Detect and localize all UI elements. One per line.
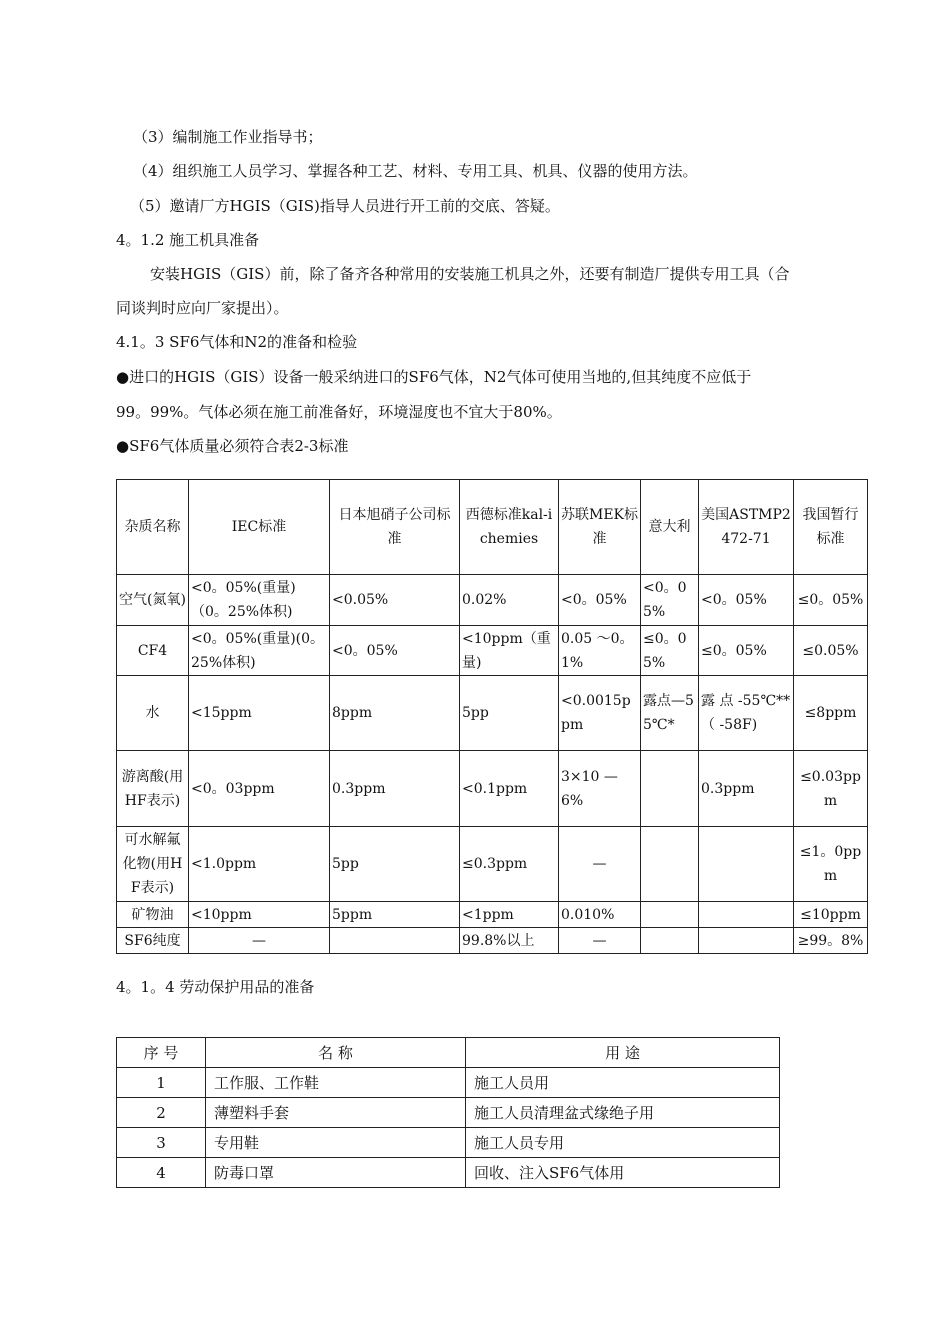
table-row xyxy=(117,1158,780,1188)
header-name: 名 称 xyxy=(206,1038,466,1068)
table-cell xyxy=(641,902,699,928)
table-cell: 8ppm xyxy=(330,676,460,751)
table-cell: 薄塑料手套 xyxy=(206,1098,466,1128)
table-cell: 0.05 ～0。1% xyxy=(559,626,641,676)
section-heading-4-1-2: 4。1.2 施工机具准备 xyxy=(116,231,260,249)
header-japan: 日本旭硝子公司标准 xyxy=(330,480,460,575)
table-row xyxy=(117,751,868,827)
header-purpose: 用 途 xyxy=(466,1038,780,1068)
table-cell: 0.010% xyxy=(559,902,641,928)
header-iec: IEC标准 xyxy=(189,480,330,575)
table-cell: <0。05%(重量)(0。25%体积) xyxy=(189,626,330,676)
table-cell: 0.3ppm xyxy=(330,751,460,827)
table-cell: 游离酸(用HF表示) xyxy=(117,751,189,827)
table-cell: 4 xyxy=(117,1158,206,1188)
header-west-germany: 西德标准kal-ichemies xyxy=(460,480,559,575)
table-cell: 5ppm xyxy=(330,902,460,928)
table-cell: <0。05%(重量)（0。25%体积) xyxy=(189,575,330,626)
table-cell: 0.02% xyxy=(460,575,559,626)
gas-paragraph-line1: ●进口的HGIS（GIS）设备一般采纳进口的SF6气体，N2气体可使用当地的,但其纯度不应低于 xyxy=(116,368,752,386)
table-cell: ≤0。05% xyxy=(641,626,699,676)
table-row xyxy=(117,1068,780,1098)
table-cell: 5pp xyxy=(460,676,559,751)
table-cell: ≥99。8% xyxy=(794,928,868,954)
table-cell: <0.05% xyxy=(330,575,460,626)
table-cell: — xyxy=(559,827,641,902)
table-cell xyxy=(330,928,460,954)
sf6-quality-table xyxy=(116,479,868,954)
table-cell: <0。05% xyxy=(699,575,794,626)
table-cell: <0。05% xyxy=(330,626,460,676)
header-ussr: 苏联MEK标准 xyxy=(559,480,641,575)
table-cell: 回收、注入SF6气体用 xyxy=(466,1158,780,1188)
table-cell: 施工人员专用 xyxy=(466,1128,780,1158)
table-cell: <10ppm xyxy=(189,902,330,928)
table-cell: 施工人员用 xyxy=(466,1068,780,1098)
table-cell: ≤0.05% xyxy=(794,626,868,676)
table-cell: — xyxy=(189,928,330,954)
table-cell xyxy=(699,928,794,954)
table-cell: <0.0015ppm xyxy=(559,676,641,751)
table-cell: <10ppm（重量) xyxy=(460,626,559,676)
table-cell: 3 xyxy=(117,1128,206,1158)
para-4: （4）组织施工人员学习、掌握各种工艺、材料、专用工具、机具、仪器的使用方法。 xyxy=(133,162,698,180)
table-cell: ≤10ppm xyxy=(794,902,868,928)
table-cell xyxy=(699,827,794,902)
table-cell: <0.1ppm xyxy=(460,751,559,827)
table-cell: ≤0.03ppm xyxy=(794,751,868,827)
header-china: 我国暂行标准 xyxy=(794,480,868,575)
table-cell: 露 点 -55℃** （ -58F) xyxy=(699,676,794,751)
table-row xyxy=(117,928,868,954)
table-cell: 防毒口罩 xyxy=(206,1158,466,1188)
table-cell: ≤0.3ppm xyxy=(460,827,559,902)
para-5: （5）邀请厂方HGIS（GIS)指导人员进行开工前的交底、答疑。 xyxy=(130,197,560,215)
table-row xyxy=(117,626,868,676)
table-cell: ≤0。05% xyxy=(794,575,868,626)
table-cell: <0。05% xyxy=(559,575,641,626)
header-seq: 序 号 xyxy=(117,1038,206,1068)
table-cell: <1ppm xyxy=(460,902,559,928)
table-cell: 水 xyxy=(117,676,189,751)
table-cell: 0.3ppm xyxy=(699,751,794,827)
table-cell xyxy=(641,751,699,827)
ppe-table xyxy=(116,1037,780,1188)
table-row xyxy=(117,676,868,751)
table-cell: 施工人员清理盆式缘绝子用 xyxy=(466,1098,780,1128)
table-row xyxy=(117,1098,780,1128)
table-row xyxy=(117,1128,780,1158)
table-cell: 3×10 —6% xyxy=(559,751,641,827)
section-heading-4-1-3: 4.1。3 SF6气体和N2的准备和检验 xyxy=(116,333,358,351)
table-cell: 工作服、工作鞋 xyxy=(206,1068,466,1098)
table-row xyxy=(117,827,868,902)
table-cell: ≤0。05% xyxy=(699,626,794,676)
table-row xyxy=(117,902,868,928)
table-cell: 1 xyxy=(117,1068,206,1098)
table-cell: 2 xyxy=(117,1098,206,1128)
table-cell: 可水解氟化物(用HF表示) xyxy=(117,827,189,902)
table-cell xyxy=(641,827,699,902)
table-row xyxy=(117,575,868,626)
table-cell: 矿物油 xyxy=(117,902,189,928)
table-cell: SF6纯度 xyxy=(117,928,189,954)
table-cell: CF4 xyxy=(117,626,189,676)
section-heading-4-1-4: 4。1。4 劳动保护用品的准备 xyxy=(116,978,315,996)
table-cell: 空气(氮氧) xyxy=(117,575,189,626)
table-cell xyxy=(699,902,794,928)
table-cell: ≤8ppm xyxy=(794,676,868,751)
table-cell: <1.0ppm xyxy=(189,827,330,902)
table-header-row xyxy=(117,480,868,575)
table-cell: ≤1。0ppm xyxy=(794,827,868,902)
table-cell: <0。03ppm xyxy=(189,751,330,827)
gas-paragraph-line2: 99。99%。气体必须在施工前准备好，环境湿度也不宜大于80%。 xyxy=(116,403,562,421)
para-3: （3）编制施工作业指导书； xyxy=(133,128,323,146)
table-cell: <15ppm xyxy=(189,676,330,751)
table-cell: <0。05% xyxy=(641,575,699,626)
table-cell: — xyxy=(559,928,641,954)
table-header-row xyxy=(117,1038,780,1068)
table-cell: 5pp xyxy=(330,827,460,902)
sf6-quality-note: ●SF6气体质量必须符合表2-3标准 xyxy=(116,437,349,455)
table-cell: 露点—55℃* xyxy=(641,676,699,751)
header-impurity: 杂质名称 xyxy=(117,480,189,575)
table-cell: 专用鞋 xyxy=(206,1128,466,1158)
tools-paragraph-line1: 安装HGIS（GIS）前，除了备齐各种常用的安装施工机具之外，还要有制造厂提供专用工具（合 xyxy=(150,265,790,283)
header-italy: 意大利 xyxy=(641,480,699,575)
table-cell xyxy=(641,928,699,954)
header-usa: 美国ASTMP2472-71 xyxy=(699,480,794,575)
tools-paragraph-line2: 同谈判时应向厂家提出）。 xyxy=(116,299,289,317)
table-cell: 99.8%以上 xyxy=(460,928,559,954)
